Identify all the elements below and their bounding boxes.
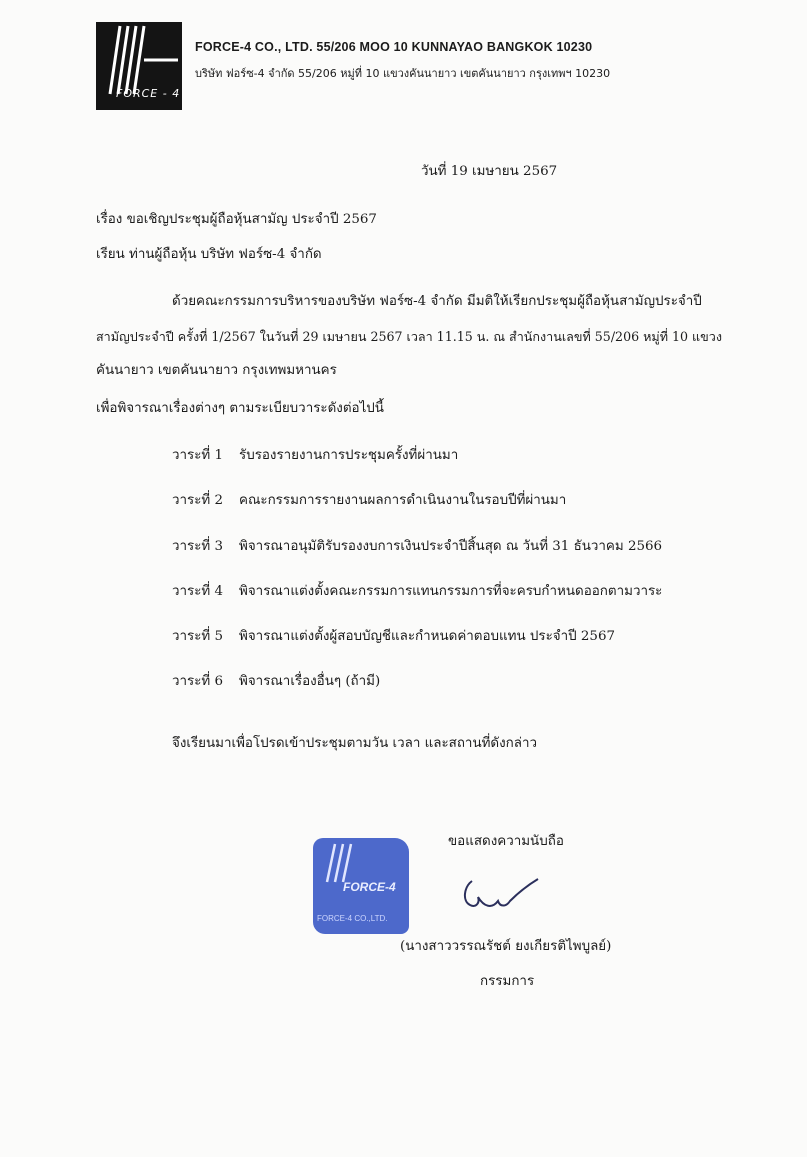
agenda-label: วาระที่ 3 — [172, 539, 224, 554]
agenda-label: วาระที่ 6 — [172, 674, 224, 689]
company-logo — [96, 22, 182, 110]
closing-line: จึงเรียนมาเพื่อโปรดเข้าประชุมตามวัน เวลา และสถานที่ดังกล่าว — [172, 736, 538, 751]
body-line-4: เพื่อพิจารณาเรื่องต่างๆ ตามระเบียบวาระดังต่อไปนี้ — [96, 401, 384, 416]
signer-title: กรรมการ — [480, 974, 535, 989]
company-name-en: FORCE-4 CO., LTD. 55/206 MOO 10 KUNNAYAO BANGKOK 10230 — [195, 40, 593, 54]
body-line-3: คันนายาว เขตคันนายาว กรุงเทพมหานคร — [96, 363, 337, 378]
company-stamp — [313, 838, 409, 934]
agenda-text: พิจารณาเรื่องอื่นๆ (ถ้ามี) — [239, 674, 381, 689]
logo-text: FORCE - 4 — [116, 87, 181, 100]
company-name-th: บริษัท ฟอร์ซ-4 จำกัด 55/206 หมู่ที่ 10 แขวงคันนายาว เขตคันนายาว กรุงเทพฯ 10230 — [195, 67, 611, 80]
body-line-2: สามัญประจำปี ครั้งที่ 1/2567 ในวันที่ 29 เมษายน 2567 เวลา 11.15 น. ณ สำนักงานเลขที่ 55/206 หมู่ที่ 10 แขวง — [96, 329, 722, 344]
letter-date: วันที่ 19 เมษายน 2567 — [421, 164, 558, 179]
agenda-label: วาระที่ 1 — [172, 448, 224, 463]
signer-name: (นางสาววรรณรัชต์ ยงเกียรติไพบูลย์) — [400, 939, 612, 954]
agenda-text: รับรองรายงานการประชุมครั้งที่ผ่านมา — [239, 448, 459, 463]
body-line-1: ด้วยคณะกรรมการบริหารของบริษัท ฟอร์ซ-4 จำกัด มีมติให้เรียกประชุมผู้ถือหุ้นสามัญประจำปี — [172, 294, 702, 309]
letter-subject: เรื่อง ขอเชิญประชุมผู้ถือหุ้นสามัญ ประจำปี 2567 — [96, 212, 377, 227]
regards-text: ขอแสดงความนับถือ — [448, 834, 564, 849]
agenda-label: วาระที่ 4 — [172, 584, 224, 599]
handwritten-signature — [458, 873, 548, 923]
agenda-text: พิจารณาแต่งตั้งผู้สอบบัญชีและกำหนดค่าตอบแทน ประจำปี 2567 — [239, 629, 615, 644]
agenda-text: คณะกรรมการรายงานผลการดำเนินงานในรอบปีที่ผ่านมา — [239, 493, 567, 508]
letter-recipient: เรียน ท่านผู้ถือหุ้น บริษัท ฟอร์ซ-4 จำกัด — [96, 247, 322, 262]
stamp-text: FORCE-4 — [343, 880, 396, 894]
agenda-text: พิจารณาแต่งตั้งคณะกรรมการแทนกรรมการที่จะครบกำหนดออกตามวาระ — [239, 584, 663, 599]
agenda-text: พิจารณาอนุมัติรับรองงบการเงินประจำปีสิ้นสุด ณ วันที่ 31 ธันวาคม 2566 — [239, 539, 663, 554]
stamp-subtext: FORCE-4 CO.,LTD. — [317, 914, 388, 923]
agenda-label: วาระที่ 2 — [172, 493, 224, 508]
agenda-label: วาระที่ 5 — [172, 629, 224, 644]
